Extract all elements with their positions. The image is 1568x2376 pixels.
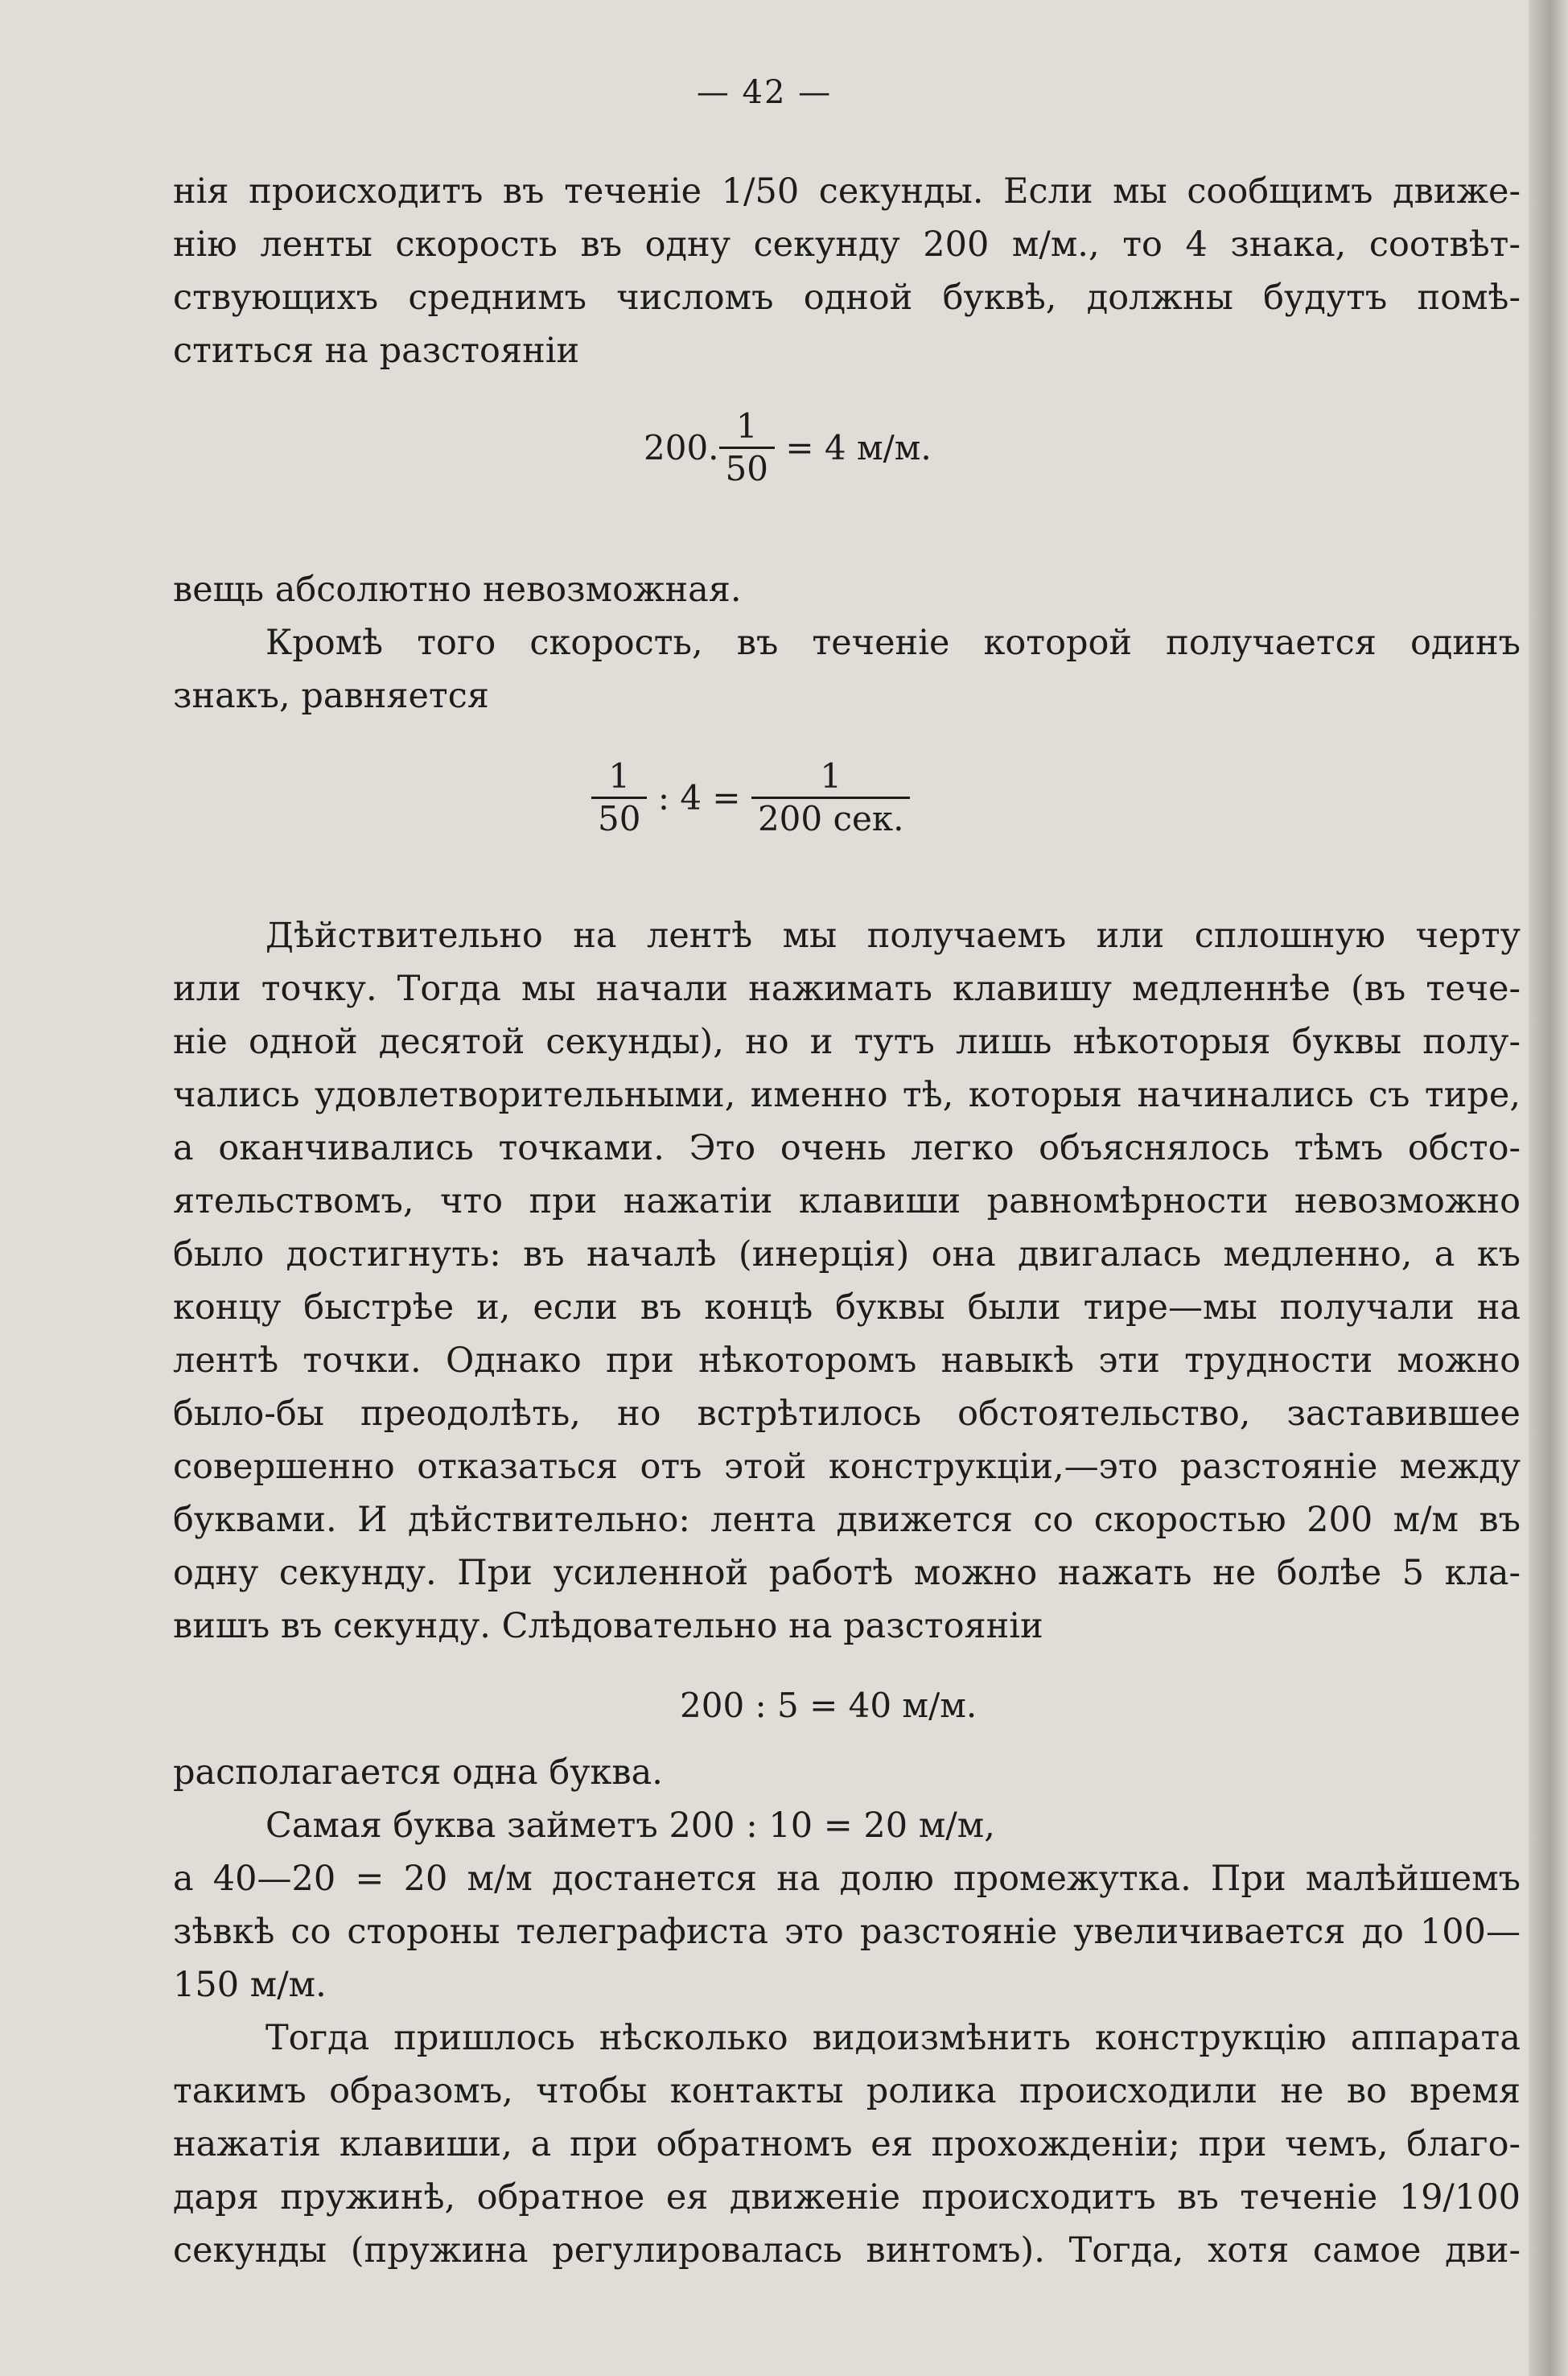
text-line: а 40—20 = 20 м/м достанется на долю промежутка. При малѣйшемъ — [173, 1859, 1521, 1899]
formula-distance — [644, 406, 932, 489]
text-line: лентѣ точки. Однако при нѣкоторомъ навыкѣ эти трудности можно — [173, 1340, 1521, 1381]
text-line: ститься на разстояніи — [173, 331, 580, 371]
fraction-numerator: 1 — [591, 756, 647, 799]
text-line: нія происходитъ въ теченіе 1/50 секунды. Если мы сообщимъ движе- — [173, 171, 1521, 212]
fraction-denominator: 50 — [725, 449, 768, 488]
text-line: секунды (пружина регулировалась винтомъ). Тогда, хотя самое дви- — [173, 2230, 1521, 2271]
text-line: Тогда пришлось нѣсколько видоизмѣнить конструкцію аппарата — [265, 2018, 1521, 2058]
text-line: даря пружинѣ, обратное ея движеніе происходитъ въ теченіе 19/100 — [173, 2177, 1521, 2217]
text-line: а оканчивались точками. Это очень легко объяснялось тѣмъ обсто- — [173, 1128, 1521, 1168]
text-line: нію ленты скорость въ одну секунду 200 м/м., то 4 знака, соотвѣт- — [173, 224, 1521, 265]
paragraph-letter — [173, 1746, 1521, 2277]
text-line: такимъ образомъ, чтобы контакты ролика происходили не во время — [173, 2071, 1521, 2111]
text-line: Кромѣ того скорость, въ теченіе которой получается одинъ — [265, 623, 1521, 663]
fraction — [751, 756, 911, 839]
text-line: чались удовлетворительными, именно тѣ, которыя начинались съ тире, — [173, 1075, 1521, 1115]
text-line: нажатія клавиши, а при обратномъ ея прохожденіи; при чемъ, благо- — [173, 2124, 1521, 2164]
paragraph-intro — [173, 165, 1521, 377]
text-line: знакъ, равняется — [173, 676, 489, 716]
fraction-denominator: 50 — [598, 799, 641, 838]
fraction-numerator: 1 — [751, 756, 911, 799]
paragraph-experiment — [173, 909, 1521, 1653]
formula-result: = 4 м/м. — [785, 427, 932, 467]
fraction — [719, 406, 775, 489]
fraction — [591, 756, 647, 839]
text-line: концу быстрѣе и, если въ концѣ буквы были тире—мы получали на — [173, 1287, 1521, 1328]
text-line: было-бы преодолѣть, но встрѣтилось обстоятельство, заставившее — [173, 1394, 1521, 1434]
page-edge-shadow — [1529, 0, 1568, 2376]
paragraph-speed — [173, 563, 1521, 723]
text-line: ніе одной десятой секунды), но и тутъ лишь нѣкоторыя буквы полу- — [173, 1022, 1521, 1062]
fraction-numerator: 1 — [719, 406, 775, 449]
text-line: зѣвкѣ со стороны телеграфиста это разстояніе увеличивается до 100— — [173, 1912, 1521, 1952]
text-line: вещь абсолютно невозможная. — [173, 570, 742, 610]
text-line: ствующихъ среднимъ числомъ одной буквѣ, должны будутъ помѣ- — [173, 278, 1521, 318]
fraction-denominator: 200 сек. — [757, 799, 904, 838]
text-line: Самая буква займетъ 200 : 10 = 20 м/м, — [265, 1806, 995, 1846]
formula-time — [591, 756, 910, 839]
formula-operator: : 4 = — [657, 777, 741, 817]
text-line: или точку. Тогда мы начали нажимать клавишу медленнѣе (въ тече- — [173, 969, 1521, 1009]
text-line: 150 м/м. — [173, 1965, 327, 2005]
formula-prefix: 200. — [644, 427, 719, 467]
text-line: располагается одна буква. — [173, 1752, 663, 1793]
text-line: вишъ въ секунду. Слѣдовательно на разстояніи — [173, 1606, 1043, 1646]
text-line: одну секунду. При усиленной работѣ можно нажать не болѣе 5 кла- — [173, 1553, 1521, 1593]
text-line: буквами. И дѣйствительно: лента движется со скоростью 200 м/м въ — [173, 1500, 1521, 1540]
text-line: совершенно отказаться отъ этой конструкціи,—это разстояніе между — [173, 1447, 1521, 1487]
text-line: было достигнуть: въ началѣ (инерція) она двигалась медленно, а къ — [173, 1234, 1521, 1274]
formula-letter-spacing: 200 : 5 = 40 м/м. — [680, 1686, 977, 1725]
page-number: — 42 — — [696, 74, 833, 111]
text-line: ятельствомъ, что при нажатіи клавиши равномѣрности невозможно — [173, 1181, 1521, 1221]
text-line: Дѣйствительно на лентѣ мы получаемъ или сплошную черту — [265, 916, 1521, 956]
